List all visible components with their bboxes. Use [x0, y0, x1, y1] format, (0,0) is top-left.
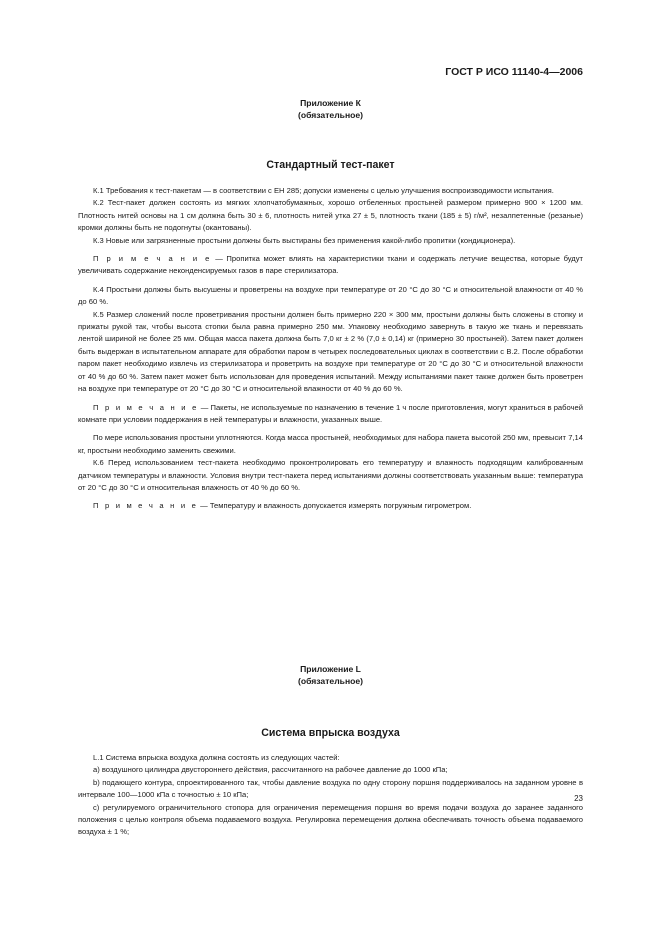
paragraph-k5-cont: По мере использования простыни уплотняются. Когда масса простыней, необходимых для набора пакета высотой 250 мм, превысит 7,14 кг, простыни необходимо заменить свежими.: [78, 433, 583, 455]
annex-k-status: (обязательное): [297, 110, 364, 120]
note-1: [78, 253, 583, 278]
document-code: ГОСТ Р ИСО 11140-4—2006: [445, 66, 583, 78]
paragraph-k2: К.2 Тест-пакет должен состоять из мягких хлопчатобумажных, хорошо отбеленных простыней размером примерно 900 × 1200 мм. Плотность нитей основы на 1 см должна быть 30 ± 6, плотность нитей утка 27 ± 5, плотность ткани (185 ± 5) г/м², незалпетенные (резаные) кромки должны быть не подогнуты (окантованы).: [78, 198, 583, 233]
paragraph-k5: К.5 Размер сложений после проветривания простыни должен быть примерно 220 × 300 мм, простыни должны быть сложены в стопку и прижаты рукой так, чтобы высота стопки была равна примерно 250 мм. Упаковку необходимо завернуть в такую же ткань и перевязать лентой шириной не более 25 мм. Общая масса пакета должна быть 7,0 кг ± 2 % (7,0 ± 0,14) кг (примерно 30 простыней). Затем пакет должен быть выдержан в испытательном аппарате для обработки паром в четырех последовательных циклах в соответствии с В.2. После обработки паром пакет необходимо извлечь из стерилизатора и проветрить на воздухе при температуре от 20 °С до 30 °С и относительной влажности от 40 % до 60 %. Затем пакет может быть использован для проведения испытаний. Между испытаниями пакет также должен быть проветрен на воздухе при температуре от 20 °С до 30 °С и относительной влажности от 40 % до 60 %.: [78, 309, 583, 394]
note-3-text: — Температуру и влажность допускается измерять погружным гигрометром.: [198, 501, 472, 511]
annex-k-body: [78, 185, 583, 513]
list-item-a: а) воздушного цилиндра двустороннего действия, рассчитанного на рабочее давление до 1000 кПа;: [93, 765, 448, 775]
note-3: [78, 500, 583, 512]
note-2-text: — Пакеты, не используемые по назначению в течение 1 ч после приготовления, могут храниться в рабочей комнате при условии поддержания в ней температуры и влажности, указанных выше.: [78, 402, 583, 424]
annex-l-body: [78, 752, 583, 839]
annex-l-label: Приложение L: [300, 664, 361, 674]
list-item-b: b) подающего контура, спроектированного так, чтобы давление воздуха по одну сторону поршня поддерживалось на заданном уровне в интервале 100—1000 кПа с точностью ± 10 кПа;: [78, 777, 583, 800]
note-3-label: П р и м е ч а н и е: [93, 501, 198, 511]
note-2: [78, 402, 583, 427]
paragraph-k1: К.1 Требования к тест-пакетам — в соответствии с ЕН 285; допуски изменены с целью улучшения воспроизводимости испытания.: [93, 186, 554, 195]
note-1-text: — Пропитка может влиять на характеристики ткани и содержать летучие вещества, которые будут увеличивать содержание неконденсируемых газов в паре стерилизатора.: [78, 254, 583, 276]
annex-l-title: Система впрыска воздуха: [261, 727, 400, 739]
paragraph-k6: К.6 Перед использованием тест-пакета необходимо проконтролировать его температуру и влажность подходящим калиброванным датчиком температуры и влажности. Условия внутри тест-пакета перед испытаниями должны соответствовать указанным выше: температура от 20 °С до 30 °С и относительная влажность от 40 % до 60 %.: [78, 458, 583, 492]
annex-k-label: Приложение К: [300, 98, 361, 108]
note-1-label: П р и м е ч а н и е: [93, 254, 212, 264]
annex-l-status: (обязательное): [297, 676, 364, 686]
paragraph-k3: К.3 Новые или загрязненные простыни должны быть выстираны без применения какой-либо пропитки (кондиционера).: [93, 235, 516, 245]
paragraph-l1: L.1 Система впрыска воздуха должна состоять из следующих частей:: [93, 753, 340, 762]
note-2-label: П р и м е ч а н и е: [93, 402, 199, 412]
paragraph-k4: К.4 Простыни должны быть высушены и проветрены на воздухе при температуре от 20 °С до 30 °С и относительной влажности от 40 % до 60 %.: [78, 284, 583, 307]
list-item-c: с) регулируемого ограничительного стопора для ограничения перемещения поршня во время подачи воздуха до заранее заданного положения с целью контроля объема подаваемого воздуха. Регулировка перемещения должна обеспечивать точность объема подаваемого воздуха ± 1 %;: [78, 802, 583, 837]
page-number: 23: [574, 794, 583, 803]
annex-k-title: Стандартный тест-пакет: [266, 159, 395, 171]
